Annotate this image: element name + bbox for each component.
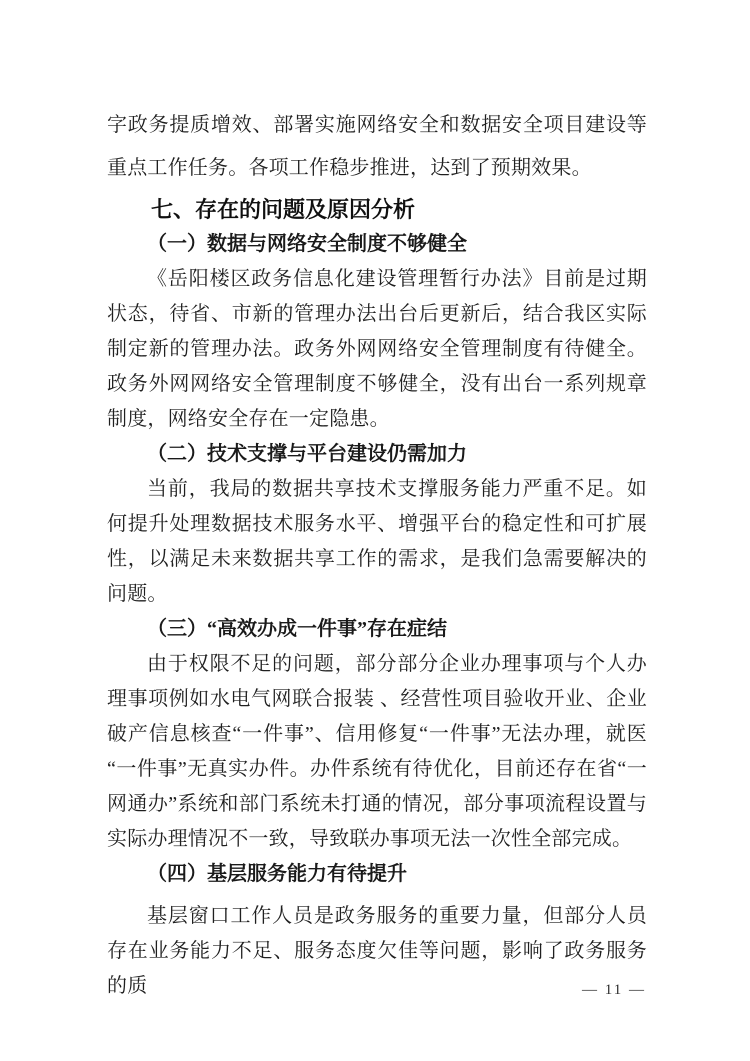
page-number: — 11 — <box>582 982 646 998</box>
document-content <box>107 104 647 1004</box>
continuation-paragraph: 字政务提质增效、部署实施网络安全和数据安全项目建设等重点工作任务。各项工作稳步推进，达到了预期效果。 <box>107 114 647 179</box>
subsection-heading-1: （一）数据与网络安全制度不够健全 <box>147 233 467 255</box>
subsection-body-1: 《岳阳楼区政务信息化建设管理暂行办法》目前是过期状态，待省、市新的管理办法出台后更新后，结合我区实际制定新的管理办法。政务外网网络安全管理制度有待健全。政务外网网络安全管理制度不够健全，没有出台一系列规章制度，网络安全存在一定隐患。 <box>107 268 647 430</box>
subsection-body-3: 由于权限不足的问题，部分部分企业办理事项与个人办理事项例如水电气网联合报装 、经营性项目验收开业、企业破产信息核查“一件事”、信用修复“一件事”无法办理，就医“一件事”无真实办件。办件系统有待优化，目前还存在省“一网通办”系统和部门系统未打通的情况，部分事项流程设置与实际办理情况不一致，导致联办事项无法一次性全部完成。 <box>107 653 647 850</box>
subsection-heading-2: （二）技术支撑与平台建设仍需加力 <box>147 443 467 465</box>
subsection-heading-4: （四）基层服务能力有待提升 <box>147 863 407 885</box>
subsection-heading-3: （三）“高效办成一件事”存在症结 <box>147 618 447 640</box>
subsection-body-4: 基层窗口工作人员是政务服务的重要力量，但部分人员存在业务能力不足、服务态度欠佳等问题，影响了政务服务的质 <box>107 905 647 997</box>
section-heading: 七、存在的问题及原因分析 <box>151 197 416 222</box>
subsection-body-2: 当前，我局的数据共享技术支撑服务能力严重不足。如何提升处理数据技术服务水平、增强平台的稳定性和可扩展性，以满足未来数据共享工作的需求，是我们急需要解决的问题。 <box>107 478 647 605</box>
